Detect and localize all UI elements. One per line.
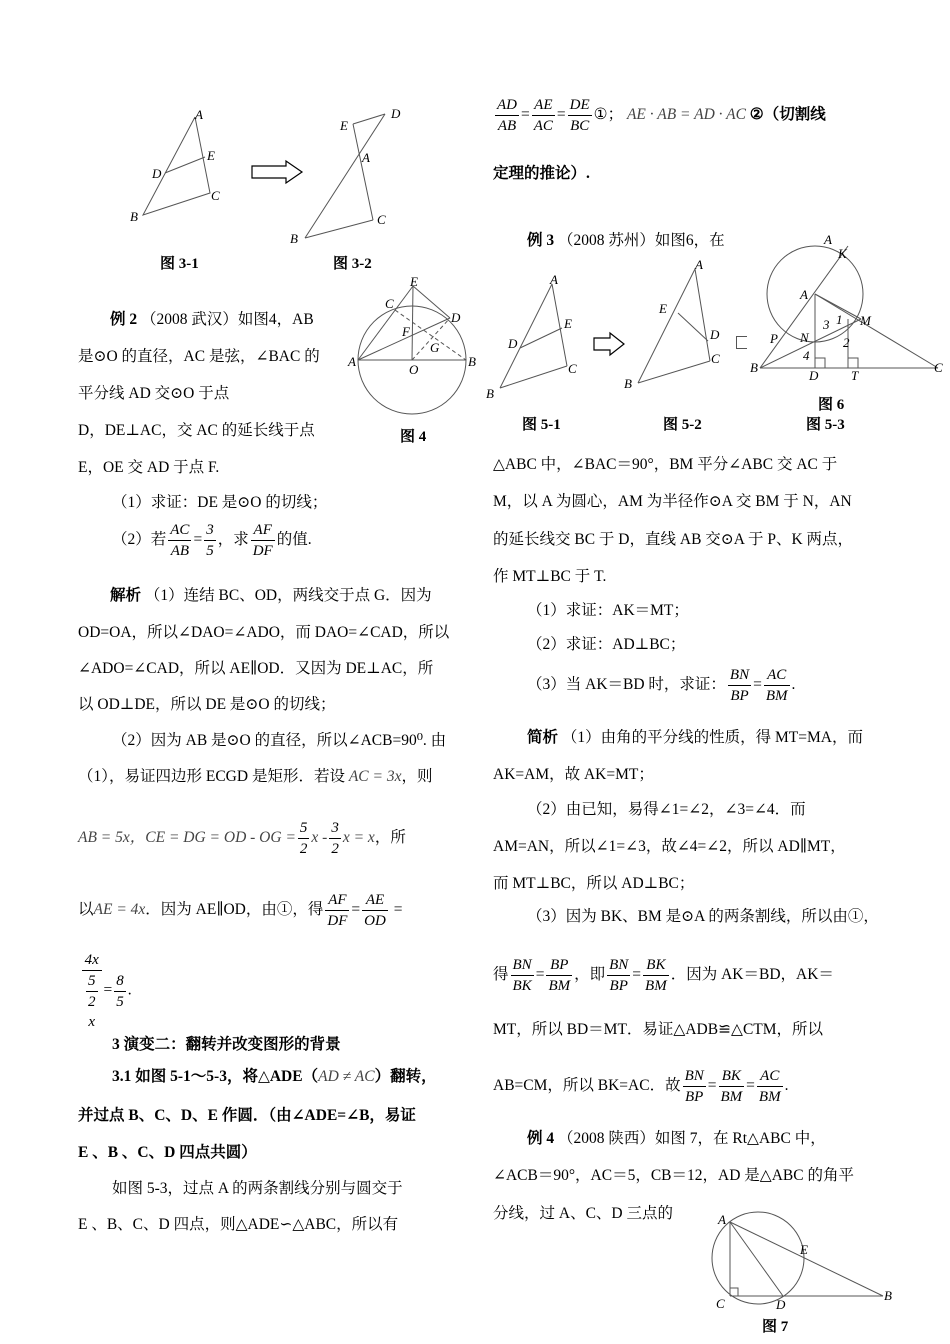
figure-3-1 xyxy=(125,105,235,235)
brief-line8: MT，所以 BD＝MT．易证△ADB≌△CTM，所以 xyxy=(493,1021,824,1038)
sol-line1: 解析 （1）连结 BC、OD，两线交于点 G．因为 xyxy=(110,587,432,604)
svg-text:A: A xyxy=(550,272,558,287)
svg-text:T: T xyxy=(851,368,859,383)
svg-text:A: A xyxy=(824,232,832,247)
svg-text:P: P xyxy=(770,331,778,346)
svg-text:B: B xyxy=(884,1288,892,1303)
svg-text:M: M xyxy=(860,313,871,328)
ex2-line5: E，OE 交 AD 于点 F. xyxy=(78,459,220,476)
brief-line7: 得 $\frac{BN}{BK}$ = $\frac{BP}{BM}$ ，即 $\frac{BN}{BP}$ = $\frac{BK}{BM}$ ．因为 AK＝BD，AK＝ xyxy=(493,957,834,994)
svg-text:E: E xyxy=(410,274,418,289)
fig4-caption: 图 4 xyxy=(400,429,427,445)
ex2-line2: 是⊙O 的直径，AC 是弦，∠BAC 的 xyxy=(78,348,320,365)
svg-text:B: B xyxy=(624,376,632,391)
ex3-q3: （3）当 AK＝BD 时，求证： $\frac{BN}{BP}$ = $\frac{AC}{BM}$ . xyxy=(527,667,796,704)
svg-text:2: 2 xyxy=(843,335,850,350)
fig31-label-c: C xyxy=(211,188,220,203)
svg-text:G: G xyxy=(430,340,440,355)
s31-line3: E 、B 、C、D 四点共圆） xyxy=(78,1144,257,1161)
svg-text:A: A xyxy=(362,150,370,165)
para-line2: E 、B、C、D 四点，则△ADE∽△ABC，所以有 xyxy=(78,1216,399,1233)
ex3-line5: 作 MT⊥BC 于 T. xyxy=(493,568,607,585)
fig6-caption: 图 6 xyxy=(818,397,845,413)
svg-text:E: E xyxy=(564,316,572,331)
svg-text:B: B xyxy=(750,360,758,375)
svg-text:E: E xyxy=(659,301,667,316)
fig31-label-a: A xyxy=(195,107,203,122)
ratio-line2: 定理的推论）. xyxy=(493,165,590,182)
fig51-caption: 图 5-1 xyxy=(522,417,561,433)
sol-line5: （2）因为 AB 是⊙O 的直径，所以∠ACB=90⁰. 由 xyxy=(112,732,447,749)
section-3-title: 3 演变二：翻转并改变图形的背景 xyxy=(112,1036,341,1053)
brief-line3: （2）由已知，易得∠1=∠2，∠3=∠4．而 xyxy=(527,801,806,818)
svg-text:D: D xyxy=(391,106,401,121)
svg-text:E: E xyxy=(800,1242,808,1257)
brief-line1: 简析 （1）由角的平分线的性质，得 MT=MA，而 xyxy=(527,729,863,746)
fig53-caption: 图 5-3 xyxy=(806,417,845,433)
figure-7 xyxy=(708,1212,898,1312)
ex3-line3: M，以 A 为圆心，AM 为半径作⊙A 交 BM 于 N，AN xyxy=(493,493,852,510)
fig31-label-b: B xyxy=(130,209,138,224)
ex3-q2: （2）求证：AD⊥BC； xyxy=(527,636,686,653)
s31-line2: 并过点 B、C、D、E 作圆．（由∠ADE=∠B，易证 xyxy=(78,1107,416,1124)
svg-text:F: F xyxy=(402,324,410,339)
figure-4 xyxy=(345,274,480,408)
svg-text:A: A xyxy=(718,1212,726,1227)
figure-6 xyxy=(748,232,948,402)
svg-text:D: D xyxy=(809,368,819,383)
ex2-q1: （1）求证：DE 是⊙O 的切线； xyxy=(112,494,328,511)
fig31-de xyxy=(165,157,205,173)
svg-text:C: C xyxy=(385,296,394,311)
svg-text:4: 4 xyxy=(803,348,810,363)
fig32-caption: 图 3-2 xyxy=(333,256,372,272)
svg-text:3: 3 xyxy=(823,317,830,332)
brief-line6: （3）因为 BK、BM 是⊙A 的两条割线，所以由①， xyxy=(527,908,879,925)
fig7-caption: 图 7 xyxy=(762,1319,789,1335)
svg-text:C: C xyxy=(934,360,943,375)
sol-line6: （1），易证四边形 ECGD 是矩形．若设 AC = 3x，则 xyxy=(78,768,433,785)
fig31-label-e: E xyxy=(207,148,215,163)
brief-line4: AM=AN，所以∠1=∠3，故∠4=∠2，所以 AD∥MT， xyxy=(493,838,846,855)
ex2-line1: 例 2 （2008 武汉）如图4，AB xyxy=(110,311,314,328)
ex2-q2: （2）若 $\frac{AC}{AB}$ = $\frac{3}{5}$ ，求 $\frac{AF}{DF}$ 的值. xyxy=(112,522,312,559)
sol-line8: 以AE = 4x．因为 AE∥OD，由①，得 $\frac{AF}{DF}$ = $\frac{AE}{OD}$ = xyxy=(78,892,403,929)
ex4-line2: ∠ACB＝90°，AC＝5，CB＝12，AD 是△ABC 的角平 xyxy=(493,1167,854,1184)
svg-text:O: O xyxy=(409,362,419,377)
s31-line1: 3.1 如图 5-1～5-3，将△ADE（AD ≠ AC）翻转， xyxy=(112,1068,437,1085)
ex2-line4: D，DE⊥AC，交 AC 的延长线于点 xyxy=(78,422,315,439)
svg-text:C: C xyxy=(568,361,577,376)
fig31-label-d: D xyxy=(152,166,162,181)
ex3-line2: △ABC 中，∠BAC＝90°，BM 平分∠ABC 交 AC 于 xyxy=(493,456,838,473)
brief-line9: AB=CM，所以 BK=AC．故 $\frac{BN}{BP}$ = $\frac{BK}{BM}$ = $\frac{AC}{BM}$ . xyxy=(493,1068,789,1105)
brief-line5: 而 MT⊥BC，所以 AD⊥BC； xyxy=(493,875,695,892)
svg-text:E: E xyxy=(340,118,348,133)
figure-5-2 xyxy=(620,255,735,395)
figure-5-1 xyxy=(482,270,592,405)
fig52-caption: 图 5-2 xyxy=(663,417,702,433)
sol-line2: OD=OA，所以∠DAO=∠ADO，而 DAO=∠CAD，所以 xyxy=(78,624,450,641)
sol-line9: 4x 5 2 x = $\frac{8}{5}$ . xyxy=(80,950,132,1032)
svg-text:A: A xyxy=(695,257,703,272)
svg-text:D: D xyxy=(776,1297,786,1312)
fig31-caption: 图 3-1 xyxy=(160,256,199,272)
svg-text:A: A xyxy=(348,354,356,369)
svg-text:C: C xyxy=(377,212,386,227)
figure-3-2 xyxy=(285,100,405,250)
ex3-line1: 例 3 （2008 苏州）如图6，在 xyxy=(527,232,725,249)
svg-text:B: B xyxy=(468,354,476,369)
ex3-q1: （1）求证：AK＝MT； xyxy=(527,602,689,619)
svg-text:C: C xyxy=(711,351,720,366)
para-line1: 如图 5-3，过点 A 的两条割线分别与圆交于 xyxy=(112,1180,403,1197)
ex2-line3: 平分线 AD 交⊙O 于点 xyxy=(78,385,230,402)
svg-text:D: D xyxy=(451,310,461,325)
sol-line3: ∠ADO=∠CAD，所以 AE∥OD．又因为 DE⊥AC，所 xyxy=(78,660,434,677)
ratio-equation: $\frac{AD}{AB}$ = $\frac{AE}{AC}$ = $\frac{DE}{BC}$ ①； AE · AB = AD · AC ②（切割线 xyxy=(497,97,826,134)
svg-text:N: N xyxy=(800,330,809,345)
svg-text:D: D xyxy=(508,336,518,351)
ex4-line3: 分线，过 A、C、D 三点的 xyxy=(493,1205,673,1222)
svg-text:K: K xyxy=(838,246,847,261)
svg-text:B: B xyxy=(290,231,298,246)
ex4-line1: 例 4 （2008 陕西）如图 7，在 Rt△ABC 中， xyxy=(527,1130,826,1147)
svg-text:D: D xyxy=(710,327,720,342)
svg-text:B: B xyxy=(486,386,494,401)
sol-line4: 以 OD⊥DE，所以 DE 是⊙O 的切线； xyxy=(78,696,336,713)
svg-text:1: 1 xyxy=(836,312,843,327)
ex3-line4: 的延长线交 BC 于 D，直线 AB 交⊙A 于 P、K 两点， xyxy=(493,531,854,548)
svg-text:A: A xyxy=(800,287,808,302)
svg-text:C: C xyxy=(716,1296,725,1311)
sol-line7: AB = 5x，CE = DG = OD - OG = $\frac{5}{2}$ x - $\frac{3}{2}$ x = x，所 xyxy=(78,820,406,857)
fig53-box-icon xyxy=(736,336,747,349)
brief-line2: AK=AM，故 AK=MT； xyxy=(493,766,654,783)
